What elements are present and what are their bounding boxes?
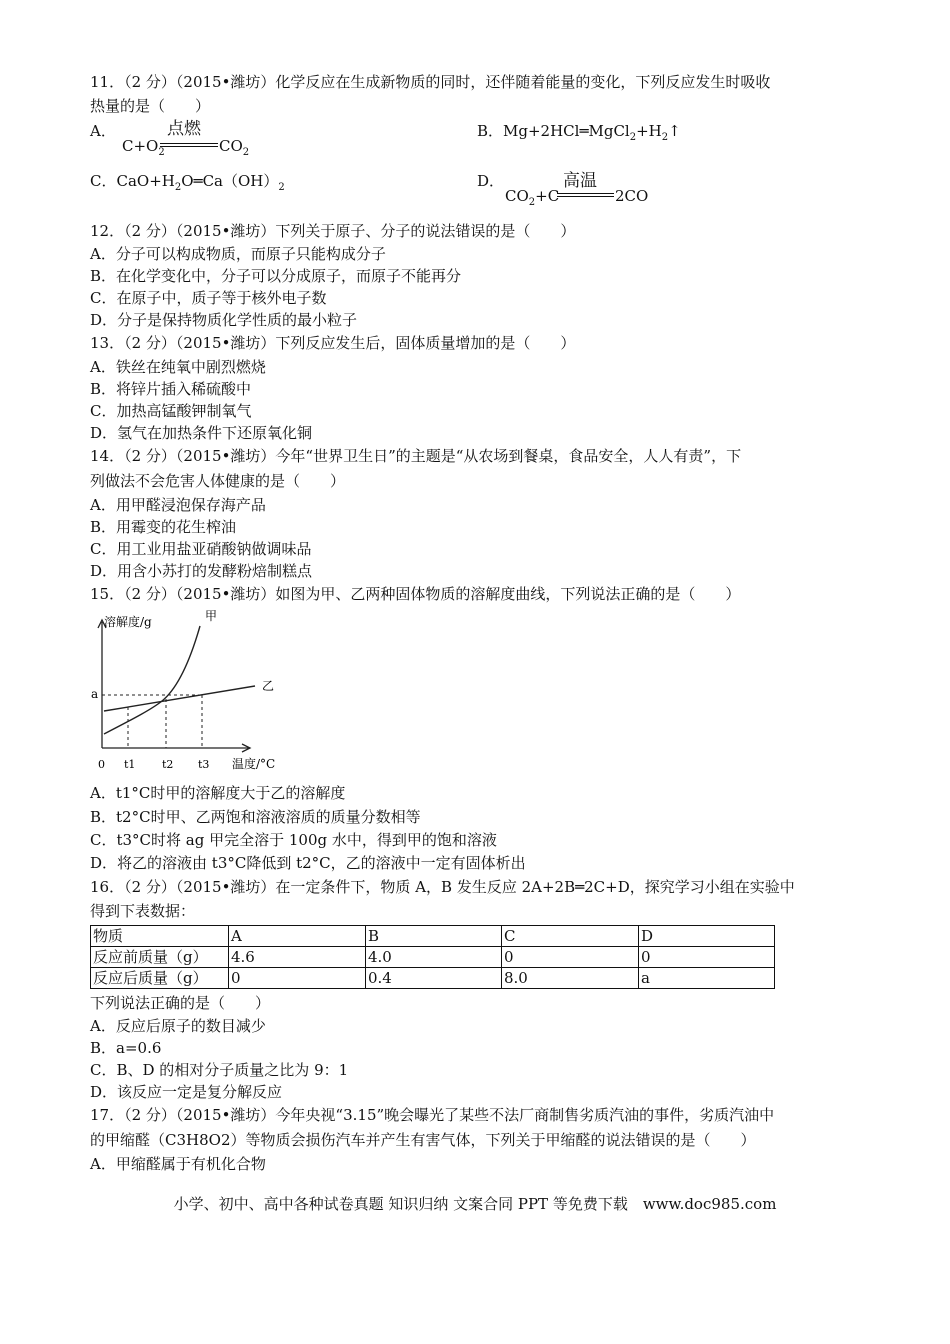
table-header-cell: B <box>366 926 502 947</box>
table-header-cell: C <box>502 926 639 947</box>
q16-data-table <box>90 925 775 989</box>
q13-option-b: B．将锌片插入稀硫酸中 <box>90 380 252 398</box>
q13-option-c: C．加热高锰酸钾制氧气 <box>90 402 252 420</box>
q16-option-a: A．反应后原子的数目减少 <box>90 1017 266 1035</box>
q17-stem-line1: 17．（2 分）（2015•潍坊）今年央视“3.15”晚会曝光了某些不法厂商制售劣质汽油的事件，劣质汽油中 <box>90 1106 775 1124</box>
table-cell: 0.4 <box>366 968 502 989</box>
q13-stem: 13．（2 分）（2015•潍坊）下列反应发生后，固体质量增加的是（ ） <box>90 334 576 352</box>
q11-option-d-equals-bar <box>557 193 614 197</box>
table-cell: 0 <box>502 947 639 968</box>
q16-stem-line1: 16．（2 分）（2015•潍坊）在一定条件下，物质 A，B 发生反应 2A+2B═2C+D，探究学习小组在实验中 <box>90 878 795 896</box>
q14-stem-line2: 列做法不会危害人体健康的是（ ） <box>90 472 346 490</box>
table-row <box>91 968 775 989</box>
t2-label: t2 <box>162 758 174 771</box>
q15-stem: 15．（2 分）（2015•潍坊）如图为甲、乙两种固体物质的溶解度曲线，下列说法正确的是（ ） <box>90 585 741 603</box>
curve-jia-label: 甲 <box>205 609 218 623</box>
q16-option-c: C．B、D 的相对分子质量之比为 9：1 <box>90 1061 349 1079</box>
q11-stem-line1: 11．（2 分）（2015•潍坊）化学反应在生成新物质的同时，还伴随着能量的变化，下列反应发生时吸收 <box>90 73 771 91</box>
q16-stem-line2: 得到下表数据： <box>90 902 196 920</box>
table-cell: 0 <box>639 947 775 968</box>
q11-option-b: B．$Mg+2HCl═MgCl_2+H_2↑$ <box>477 122 681 143</box>
a-mark: a <box>91 687 99 701</box>
q14-option-b: B．用霉变的花生榨油 <box>90 518 237 536</box>
q14-option-a: A．用甲醛浸泡保存海产品 <box>90 496 266 514</box>
t1-label: t1 <box>124 758 136 771</box>
q16-option-d: D．该反应一定是复分解反应 <box>90 1083 283 1101</box>
q16-option-b: B．a=0.6 <box>90 1039 162 1057</box>
y-axis-label: 溶解度/g <box>104 615 152 629</box>
q11-option-a-equals-bar <box>160 143 218 147</box>
q12-option-d: D．分子是保持物质化学性质的最小粒子 <box>90 311 358 329</box>
table-header-cell: A <box>229 926 366 947</box>
t3-label: t3 <box>198 758 210 771</box>
table-row <box>91 947 775 968</box>
q11-option-a-condition: 点燃 <box>167 119 201 139</box>
q12-option-a: A．分子可以构成物质，而原子只能构成分子 <box>90 245 386 263</box>
table-header-cell: 物质 <box>91 926 229 947</box>
q17-option-a: A．甲缩醛属于有机化合物 <box>90 1155 266 1173</box>
table-cell: 反应前质量（g） <box>91 947 229 968</box>
q14-option-d: D．用含小苏打的发酵粉焙制糕点 <box>90 562 313 580</box>
table-header-row <box>91 926 775 947</box>
page-footer: 小学、初中、高中各种试卷真题 知识归纳 文案合同 PPT 等免费下载 www.doc985.com <box>173 1195 777 1213</box>
q11-option-d-condition: 高温 <box>563 171 597 191</box>
table-cell: 4.6 <box>229 947 366 968</box>
x-axis-label: 温度/°C <box>232 757 276 771</box>
curve-yi <box>104 686 255 711</box>
q12-stem: 12．（2 分）（2015•潍坊）下列关于原子、分子的说法错误的是（ ） <box>90 222 576 240</box>
q14-option-c: C．用工业用盐亚硝酸钠做调味品 <box>90 540 312 558</box>
q11-option-a-equation: $C+O_2$ <box>122 137 165 158</box>
q13-option-a: A．铁丝在纯氧中剧烈燃烧 <box>90 358 266 376</box>
table-header-cell: D <box>639 926 775 947</box>
q15-option-c: C．t3°C时将 ag 甲完全溶于 100g 水中，得到甲的饱和溶液 <box>90 831 497 849</box>
q11-stem-line2: 热量的是（ ） <box>90 97 211 115</box>
q12-option-b: B．在化学变化中，分子可以分成原子，而原子不能再分 <box>90 267 462 285</box>
q14-stem-line1: 14．（2 分）（2015•潍坊）今年“世界卫生日”的主题是“从农场到餐桌，食品安全，人人有责”，下 <box>90 447 742 465</box>
q11-option-a-product: $CO_2$ <box>219 137 250 158</box>
origin-label: 0 <box>98 758 105 771</box>
q16-stem-line3: 下列说法正确的是（ ） <box>90 994 271 1012</box>
curve-jia <box>104 626 200 734</box>
q11-option-d-reactants: $CO_2+C$ <box>505 187 560 208</box>
q11-option-d-label: D． <box>477 172 505 190</box>
q11-option-c: C．$CaO+H_2O═Ca(OH)_2$ <box>90 172 285 193</box>
curve-yi-label: 乙 <box>262 679 275 693</box>
table-cell: 0 <box>229 968 366 989</box>
table-cell: 4.0 <box>366 947 502 968</box>
solubility-graph <box>90 606 300 781</box>
q17-stem-line2: 的甲缩醛（C3H8O2）等物质会损伤汽车并产生有害气体，下列关于甲缩醛的说法错误的是（ ） <box>90 1131 756 1149</box>
table-cell: 反应后质量（g） <box>91 968 229 989</box>
q15-option-b: B．t2°C时甲、乙两饱和溶液溶质的质量分数相等 <box>90 808 421 826</box>
q13-option-d: D．氢气在加热条件下还原氧化铜 <box>90 424 313 442</box>
table-cell: a <box>639 968 775 989</box>
q12-option-c: C．在原子中，质子等于核外电子数 <box>90 289 327 307</box>
q11-option-a-label: A． <box>90 122 116 140</box>
table-cell: 8.0 <box>502 968 639 989</box>
q15-option-a: A．t1°C时甲的溶解度大于乙的溶解度 <box>90 784 346 802</box>
q15-option-d: D．将乙的溶液由 t3°C降低到 t2°C，乙的溶液中一定有固体析出 <box>90 854 526 872</box>
q11-option-d-product: 2CO <box>615 187 649 205</box>
